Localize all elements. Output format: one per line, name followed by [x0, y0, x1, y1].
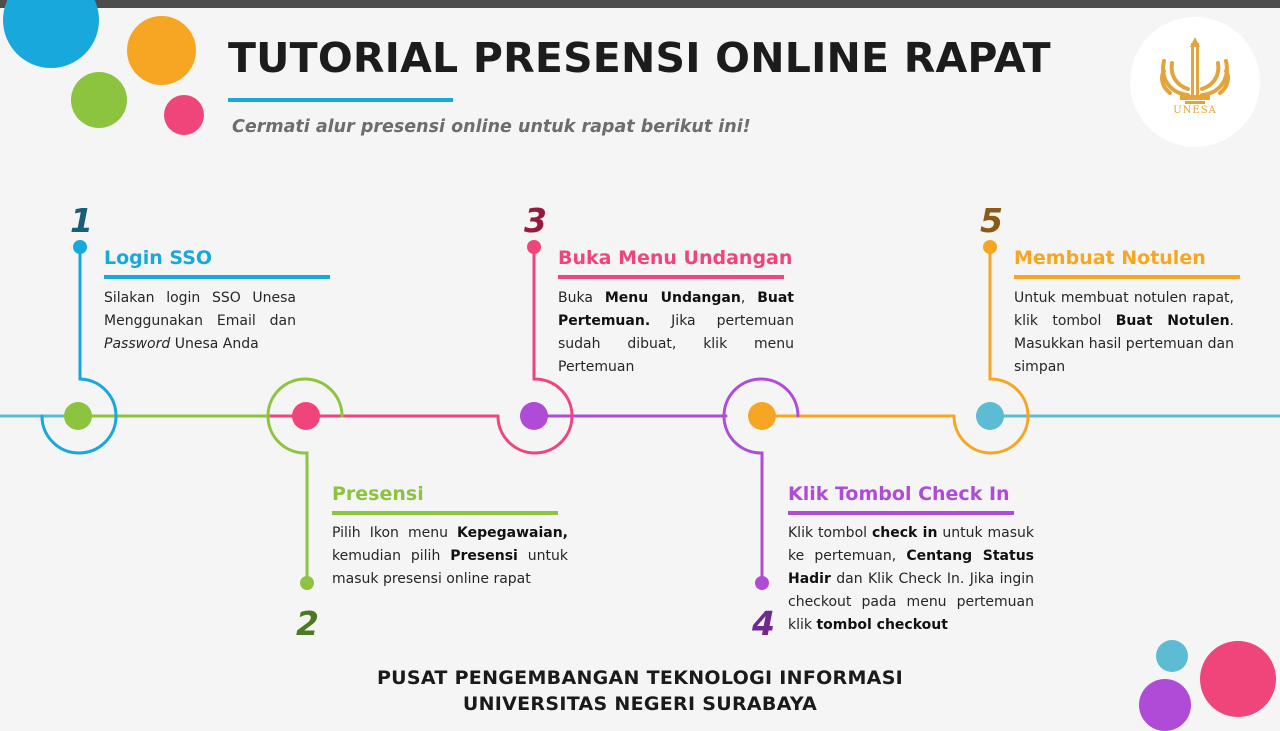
step-3-number: 3 — [524, 201, 547, 240]
footer-line-1: PUSAT PENGEMBANGAN TEKNOLOGI INFORMASI — [376, 667, 904, 689]
bold-text: Buat Pertemuan. — [558, 290, 794, 329]
step-2-title-underline — [332, 511, 558, 515]
step-4-end-dot — [755, 576, 769, 590]
logo-text: UNESA — [1173, 105, 1217, 116]
step-3-description — [558, 287, 794, 379]
bold-text: Centang Status Hadir — [788, 548, 1034, 587]
step-2-title: Presensi — [332, 483, 424, 505]
step-3-title: Buka Menu Undangan — [558, 247, 793, 269]
step-4-title: Klik Tombol Check In — [788, 483, 1010, 505]
node-dot-2 — [292, 402, 320, 430]
text-run: , — [740, 290, 758, 306]
node-dot-3 — [520, 402, 548, 430]
text-run: Untuk membuat notulen rapat, klik tombol — [1014, 290, 1234, 329]
step-3-title-underline — [558, 275, 784, 279]
step-5-description — [1014, 287, 1234, 379]
text-run: Buka — [558, 290, 605, 306]
step-2-end-dot — [300, 576, 314, 590]
text-run: Jika pertemuan sudah dibuat, klik menu Pertemuan — [558, 313, 794, 375]
step-5-end-dot — [983, 240, 997, 254]
bold-text: Kepegawaian, — [457, 525, 568, 541]
step-3-end-dot — [527, 240, 541, 254]
bold-text: Menu Undangan — [604, 290, 741, 306]
page-title: TUTORIAL PRESENSI ONLINE RAPAT — [228, 34, 1051, 82]
text-run: untuk masuk ke pertemuan, — [788, 525, 1034, 564]
step-5-title-underline — [1014, 275, 1240, 279]
step-1-end-dot — [73, 240, 87, 254]
bold-text: check in — [871, 525, 938, 541]
step-1-number: 1 — [70, 201, 93, 240]
node-dot-4 — [748, 402, 776, 430]
step-2-description — [332, 522, 568, 591]
step-4-description — [788, 522, 1034, 637]
step-1-description — [104, 287, 296, 356]
step-4-number: 4 — [752, 604, 775, 643]
text-run: Silakan login SSO Unesa Menggunakan Email dan — [104, 290, 296, 329]
text-run: kemudian pilih — [332, 548, 451, 564]
node-dot-5 — [976, 402, 1004, 430]
footer-line-2: UNIVERSITAS NEGERI SURABAYA — [462, 693, 818, 715]
step-1-title-underline — [104, 275, 330, 279]
text-run: . Masukkan hasil pertemuan dan simpan — [1014, 313, 1234, 375]
node-dot-1 — [64, 402, 92, 430]
bold-text: tombol checkout — [816, 617, 948, 633]
text-run: untuk masuk presensi online rapat — [332, 548, 568, 587]
text-run: Pilih Ikon menu — [332, 525, 457, 541]
italic-text: Password — [104, 336, 171, 352]
text-run: dan Klik Check In. Jika ingin checkout pada menu pertemuan klik — [788, 571, 1034, 633]
step-4-title-underline — [788, 511, 1014, 515]
step-1-title: Login SSO — [104, 247, 213, 269]
bold-text: Buat Notulen — [1115, 313, 1230, 329]
step-5-title: Membuat Notulen — [1014, 247, 1206, 269]
text-run: Unesa Anda — [170, 336, 259, 352]
bold-text: Presensi — [450, 548, 518, 564]
step-2-number: 2 — [296, 604, 319, 643]
text-run: Klik tombol — [788, 525, 872, 541]
step-5-number: 5 — [980, 201, 1003, 240]
page-subtitle: Cermati alur presensi online untuk rapat berikut ini! — [232, 117, 751, 137]
